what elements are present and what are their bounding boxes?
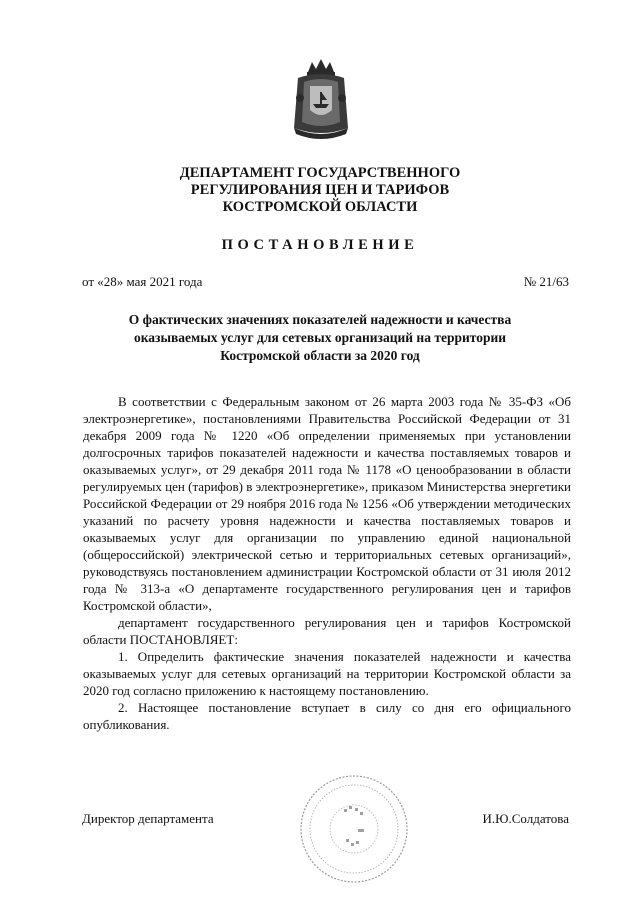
department-line: ДЕПАРТАМЕНТ ГОСУДАРСТВЕННОГО <box>179 165 461 181</box>
title-line: оказываемых услуг для сетевых организаций на территории <box>133 330 507 345</box>
document-number: № 21/63 <box>523 274 569 289</box>
document-title <box>100 311 540 365</box>
department-line: РЕГУЛИРОВАНИЯ ЦЕН И ТАРИФОВ <box>190 182 450 198</box>
department-header <box>100 165 540 216</box>
body-paragraph-item-1: 1. Определить фактические значения показателей надежности и качества оказываемых услуг для сетевых организаций на территории Костромской области за 2020 год согласно приложению к настоящему постановлению. <box>83 649 571 698</box>
title-line: О фактических значениях показателей надежности и качества <box>128 312 512 327</box>
official-seal <box>298 773 410 885</box>
title-line: Костромской области за 2020 год <box>220 348 420 363</box>
coat-of-arms-emblem <box>290 58 352 140</box>
body-paragraph-resolves: департамент государственного регулирования цен и тарифов Костромской области ПОСТАНОВЛЯЕТ: <box>83 615 571 647</box>
document-type: ПОСТАНОВЛЕНИЕ <box>221 237 419 253</box>
signature-name: И.Ю.Солдатова <box>482 811 569 826</box>
body-paragraph-preamble: В соответствии с Федеральным законом от 26 марта 2003 года № 35-ФЗ «Об электроэнергетике», постановлениями Правительства Российской Федерации от 31 декабря 2009 года № 1220 «Об определении применяемых при установлении долгосрочных тарифов показателей надежности и качества поставляемых товаров и оказываемых услуг», от 29 декабря 2011 года № 1178 «О ценообразовании в области регулируемых цен (тарифов) в электроэнергетике», приказом Министерства энергетики Российской Федерации от 29 ноября 2016 года № 1256 «Об утверждении методических указаний по расчету уровня надежности и качества поставляемых товаров и оказываемых услуг для организации по управлению единой национальной (общероссийской) электрической сетью и территориальных сетевых организаций», руководствуясь постановлением администрации Костромской области от 31 июля 2012 года № 313-а «О департаменте государственного регулирования цен и тарифов Костромской области», <box>83 394 571 613</box>
department-line: КОСТРОМСКОЙ ОБЛАСТИ <box>222 199 418 215</box>
document-body <box>83 393 571 733</box>
signature-position: Директор департамента <box>82 811 214 826</box>
body-paragraph-item-2: 2. Настоящее постановление вступает в силу со дня его официального опубликования. <box>83 700 571 732</box>
document-date: от «28» мая 2021 года <box>82 274 203 289</box>
